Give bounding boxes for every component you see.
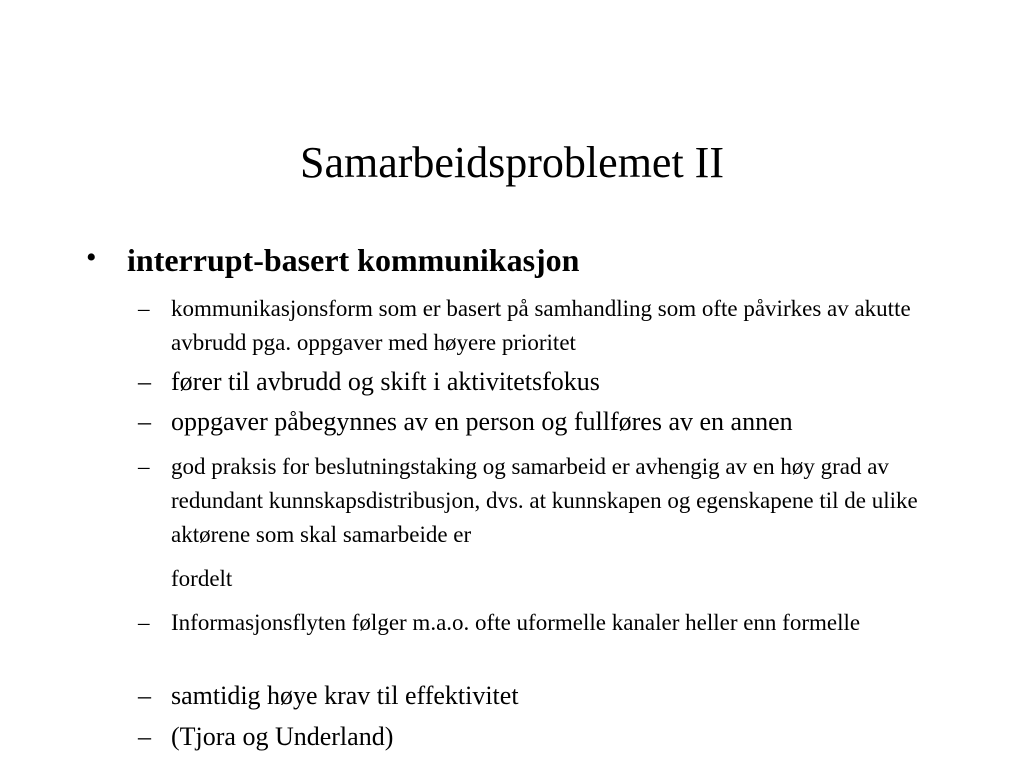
sub-bullet-text: Informasjonsflyten følger m.a.o. ofte uformelle kanaler heller enn formelle <box>171 610 861 635</box>
sub-bullet-text: kommunikasjonsform som er basert på samhandling som ofte påvirkes av akutte avbrudd pga. oppgaver med høyere prioritet <box>171 296 911 355</box>
sub-bullet-continuation: fordelt <box>171 566 233 591</box>
sub-bullet-text: fører til avbrudd og skift i aktivitetsfokus <box>171 367 600 396</box>
sub-bullet-text: god praksis for beslutningstaking og samarbeid er avhengig av en høy grad av redundant kunnskapsdistribusjon, dvs. at kunnskapen og egenskapene til de ulike aktørene som skal samarbeide er <box>171 454 918 547</box>
bullet-marker: • <box>86 241 97 274</box>
dash-marker: – <box>138 610 150 635</box>
dash-marker: – <box>138 296 150 321</box>
sub-bullet-text: oppgaver påbegynnes av en person og fullføres av en annen <box>171 407 793 436</box>
dash-marker: – <box>138 454 150 479</box>
dash-marker: – <box>138 367 151 396</box>
dash-marker: – <box>138 407 151 436</box>
sub-bullet-text: samtidig høye krav til effektivitet <box>171 681 519 710</box>
sub-bullet-text: (Tjora og Underland) <box>171 722 394 751</box>
slide-title: Samarbeidsproblemet II <box>300 138 724 188</box>
dash-marker: – <box>138 722 151 751</box>
main-bullet-text: interrupt-basert kommunikasjon <box>127 242 580 278</box>
dash-marker: – <box>138 681 151 710</box>
